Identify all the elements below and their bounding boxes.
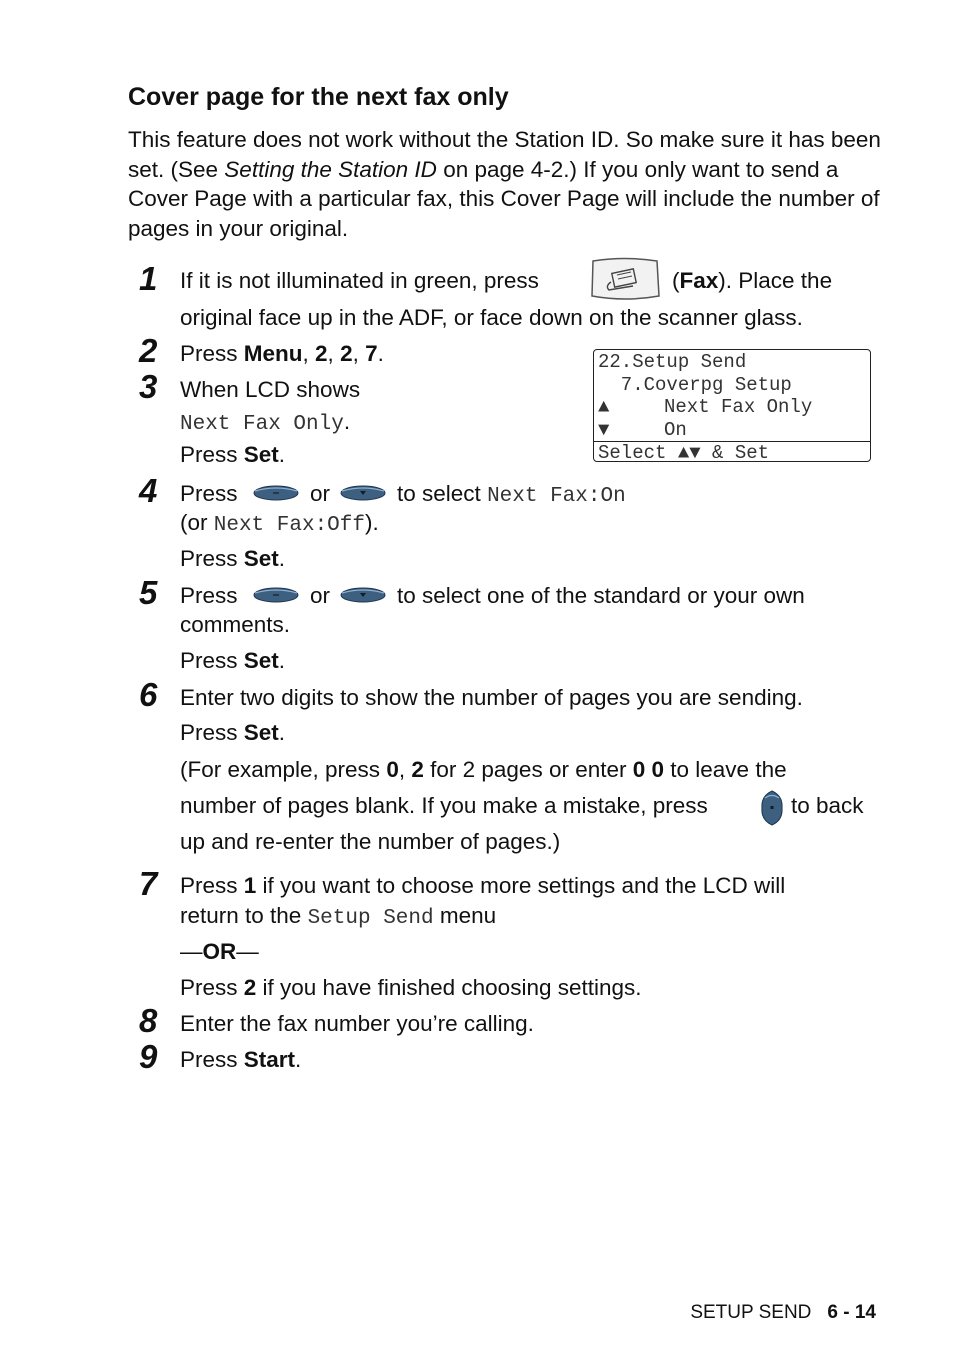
lcd-option-on: Next Fax:On bbox=[487, 485, 626, 508]
step-6-example-3: up and re-enter the number of pages.) bbox=[180, 829, 561, 854]
left-arrow-key-icon bbox=[253, 485, 299, 501]
intro-text-1: This feature does not work without the Station ID. So make sure it has been set. (See bbox=[128, 127, 881, 182]
step-1-text: If it is not illuminated in green, press bbox=[180, 268, 539, 293]
step-number-4: 4 bbox=[139, 472, 158, 509]
lcd-row-5: Select ▲▼ & Set bbox=[598, 442, 770, 464]
comma: , bbox=[398, 757, 412, 782]
step-5-line-3 bbox=[180, 647, 285, 674]
comma: , bbox=[352, 341, 366, 366]
step-6-example-1 bbox=[180, 756, 787, 783]
step-6-example-2b: to back bbox=[791, 793, 864, 818]
paren-close: ). bbox=[364, 510, 379, 535]
example-text: for 2 pages or enter bbox=[423, 757, 633, 782]
step-7-line-3 bbox=[180, 974, 642, 1001]
intro-paragraph bbox=[128, 125, 888, 243]
step-6-line-1: Enter two digits to show the number of pages you are sending. bbox=[180, 685, 803, 710]
step-4-select bbox=[397, 480, 626, 509]
press-text: Press bbox=[180, 648, 244, 673]
step-number-5: 5 bbox=[139, 574, 158, 611]
step-9-line bbox=[180, 1046, 301, 1073]
lcd-row-1: 22.Setup Send bbox=[598, 351, 747, 373]
period: . bbox=[278, 442, 286, 467]
press-text: Press bbox=[180, 546, 244, 571]
step-7-line-1 bbox=[180, 872, 785, 899]
step-5-press: Press bbox=[180, 583, 238, 608]
step-number-7: 7 bbox=[139, 865, 158, 902]
lcd-row-4: On bbox=[664, 419, 687, 441]
start-key: Start bbox=[243, 1047, 296, 1072]
step-5-line-2: comments. bbox=[180, 612, 291, 637]
set-key: Set bbox=[243, 720, 279, 745]
step-7-text: return to the bbox=[180, 903, 308, 928]
step-number-9: 9 bbox=[139, 1038, 158, 1075]
right-arrow-key-icon bbox=[340, 587, 386, 603]
intro-text-2: on page 4-2.) If you only want to send a Cover Page with a particular fax, this Cover Page will include the number of pages in your original. bbox=[128, 156, 880, 241]
dash: — bbox=[236, 939, 259, 964]
press-text: Press bbox=[180, 975, 244, 1000]
press-text: Press bbox=[180, 720, 244, 745]
step-number-3: 3 bbox=[139, 368, 158, 405]
lcd-option-off: Next Fax:Off bbox=[213, 514, 365, 537]
paren-open: ( bbox=[672, 268, 680, 293]
left-arrow-key-icon bbox=[253, 587, 299, 603]
key-1: 1 bbox=[243, 873, 257, 898]
to-select-text: to select bbox=[397, 481, 481, 506]
example-text: to leave the bbox=[664, 757, 787, 782]
key-0: 0 bbox=[386, 757, 399, 782]
step-4-line-3 bbox=[180, 545, 285, 572]
step-1-fax-label bbox=[672, 267, 832, 294]
or-label: OR bbox=[202, 939, 237, 964]
clear-back-key-icon bbox=[760, 790, 784, 826]
period: . bbox=[343, 409, 351, 434]
step-7-line-2 bbox=[180, 902, 496, 931]
menu-key: Menu bbox=[243, 341, 303, 366]
step-6-line-2 bbox=[180, 719, 285, 746]
step-number-8: 8 bbox=[139, 1002, 158, 1039]
page-number: 6 - 14 bbox=[827, 1302, 876, 1323]
step-7-text: menu bbox=[433, 903, 497, 928]
step-4-press: Press bbox=[180, 481, 238, 506]
page-footer bbox=[690, 1302, 876, 1324]
press-text: Press bbox=[180, 1047, 244, 1072]
step-3-line-1: When LCD shows bbox=[180, 377, 361, 402]
period: . bbox=[278, 648, 286, 673]
step-8-line: Enter the fax number you’re calling. bbox=[180, 1011, 534, 1036]
period: . bbox=[377, 341, 384, 366]
fax-key-label: Fax bbox=[679, 268, 719, 293]
lcd-display bbox=[593, 349, 871, 462]
step-1-text-tail: ). Place the bbox=[718, 268, 833, 293]
step-5-rest: to select one of the standard or your own bbox=[397, 583, 805, 608]
step-7-text: if you want to choose more settings and the LCD will bbox=[256, 873, 786, 898]
footer-section: SETUP SEND bbox=[690, 1302, 812, 1323]
key-0-0: 0 0 bbox=[632, 757, 665, 782]
press-text: Press bbox=[180, 341, 244, 366]
dash: — bbox=[180, 939, 203, 964]
period: . bbox=[295, 1047, 302, 1072]
lcd-message: Next Fax Only bbox=[180, 413, 344, 436]
step-1-line-1 bbox=[180, 267, 539, 294]
key-7: 7 bbox=[365, 341, 378, 366]
section-heading: Cover page for the next fax only bbox=[128, 83, 509, 111]
comma: , bbox=[327, 341, 341, 366]
key-2: 2 bbox=[411, 757, 424, 782]
step-number-2: 2 bbox=[139, 332, 158, 369]
step-5-or: or bbox=[310, 583, 331, 608]
down-arrow-icon: ▼ bbox=[598, 419, 610, 441]
fax-key-icon bbox=[589, 256, 661, 302]
lcd-row-3: Next Fax Only bbox=[664, 396, 813, 418]
step-number-1: 1 bbox=[139, 260, 158, 297]
period: . bbox=[278, 546, 286, 571]
lcd-menu-name: Setup Send bbox=[307, 907, 434, 930]
example-text: (For example, press bbox=[180, 757, 387, 782]
period: . bbox=[278, 720, 286, 745]
step-3-line-3 bbox=[180, 441, 285, 468]
step-7-text: if you have finished choosing settings. bbox=[256, 975, 642, 1000]
set-key: Set bbox=[243, 442, 279, 467]
lcd-row-2: 7.Coverpg Setup bbox=[598, 374, 792, 396]
step-3-line-2 bbox=[180, 408, 350, 437]
key-2: 2 bbox=[243, 975, 257, 1000]
step-4-or: or bbox=[310, 481, 331, 506]
step-number-6: 6 bbox=[139, 676, 158, 713]
set-key: Set bbox=[243, 546, 279, 571]
up-arrow-icon: ▲ bbox=[598, 396, 610, 418]
step-6-example-2: number of pages blank. If you make a mistake, press bbox=[180, 793, 708, 818]
paren-open: (or bbox=[180, 510, 214, 535]
comma: , bbox=[302, 341, 316, 366]
key-2a: 2 bbox=[315, 341, 328, 366]
press-text: Press bbox=[180, 442, 244, 467]
step-2-line bbox=[180, 340, 384, 367]
step-4-line-2 bbox=[180, 509, 379, 538]
step-1-line-2: original face up in the ADF, or face down on the scanner glass. bbox=[180, 305, 803, 330]
right-arrow-key-icon bbox=[340, 485, 386, 501]
press-text: Press bbox=[180, 873, 244, 898]
or-separator bbox=[180, 938, 259, 965]
key-2b: 2 bbox=[340, 341, 353, 366]
set-key: Set bbox=[243, 648, 279, 673]
intro-ref-link: Setting the Station ID bbox=[224, 156, 437, 182]
